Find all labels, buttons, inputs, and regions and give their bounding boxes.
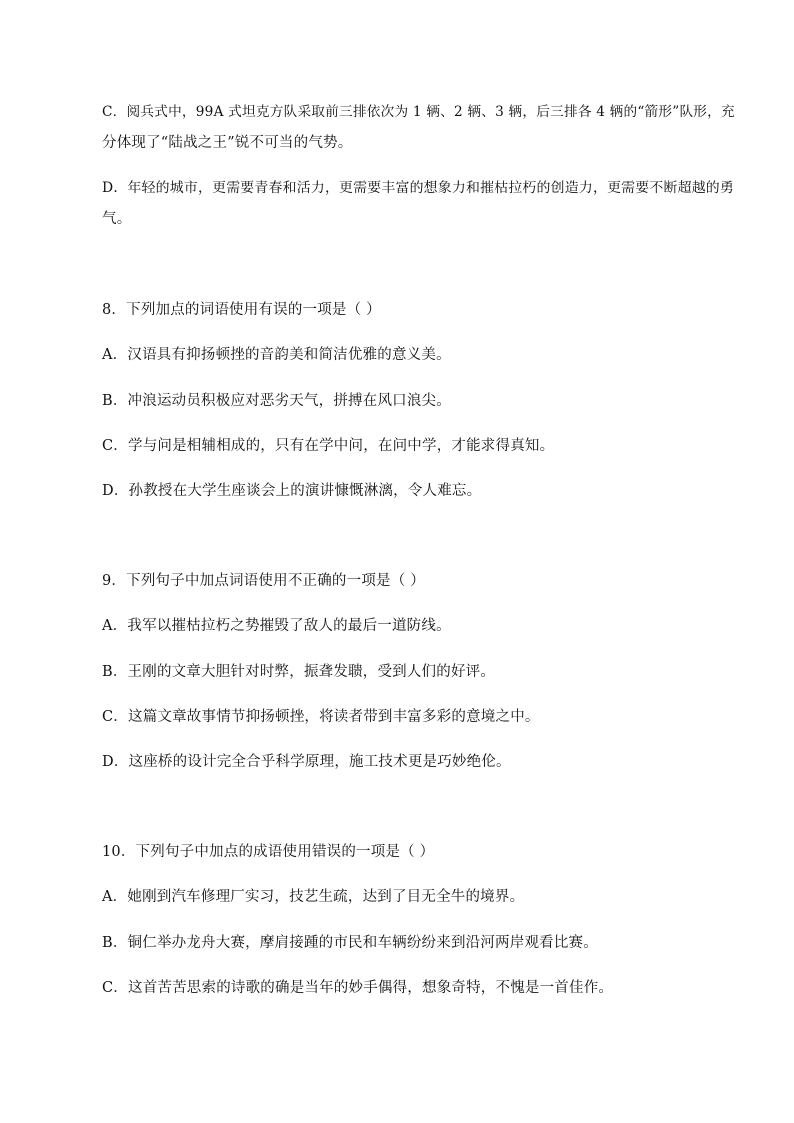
- question-9-option-a: A．我军以摧枯拉朽之势摧毁了敌人的最后一道防线。: [102, 618, 451, 634]
- question-10-option-c: C．这首苦苦思索的诗歌的确是当年的妙手偶得，想象奇特，不愧是一首佳作。: [102, 980, 614, 996]
- question-9-option-d: D．这座桥的设计完全合乎科学原理，施工技术更是巧妙绝伦。: [102, 754, 511, 770]
- question-8-option-d: D．孙教授在大学生座谈会上的演讲慷慨淋漓，令人难忘。: [102, 483, 482, 499]
- question-10-option-a: A．她刚到汽车修理厂实习，技艺生疏，达到了目无全牛的境界。: [102, 889, 525, 905]
- question-9-option-c: C．这篇文章故事情节抑扬顿挫，将读者带到丰富多彩的意境之中。: [102, 709, 540, 725]
- prev-option-c-line2: 分体现了“陆战之王”锐不可当的气势。: [102, 135, 353, 151]
- question-9-stem: 9．下列句子中加点词语使用不正确的一项是（ ）: [102, 573, 425, 589]
- question-8-option-a: A．汉语具有抑扬顿挫的音韵美和简洁优雅的意义美。: [102, 347, 451, 363]
- question-8-option-c: C．学与问是相辅相成的，只有在学中问，在问中学，才能求得真知。: [102, 438, 555, 454]
- question-9-option-b: B．王刚的文章大胆针对时弊，振聋发聩，受到人们的好评。: [102, 664, 496, 680]
- prev-option-c-line1: C．阅兵式中，99A 式坦克方队采取前三排依次为 1 辆、2 辆、3 辆，后三排各 4 辆的“箭形”队形，充: [102, 104, 735, 120]
- prev-option-d-line2: 气。: [102, 211, 132, 227]
- question-10-stem: 10．下列句子中加点的成语使用错误的一项是（ ）: [102, 844, 435, 860]
- question-8-stem: 8．下列加点的词语使用有误的一项是（ ）: [102, 302, 381, 318]
- prev-option-d-line1: D．年轻的城市，更需要青春和活力，更需要丰富的想象力和摧枯拉朽的创造力，更需要不断超越的勇: [102, 180, 735, 196]
- question-10-option-b: B．铜仁举办龙舟大赛，摩肩接踵的市民和车辆纷纷来到沿河两岸观看比赛。: [102, 935, 598, 951]
- question-8-option-b: B．冲浪运动员积极应对恶劣天气，拼搏在风口浪尖。: [102, 393, 451, 409]
